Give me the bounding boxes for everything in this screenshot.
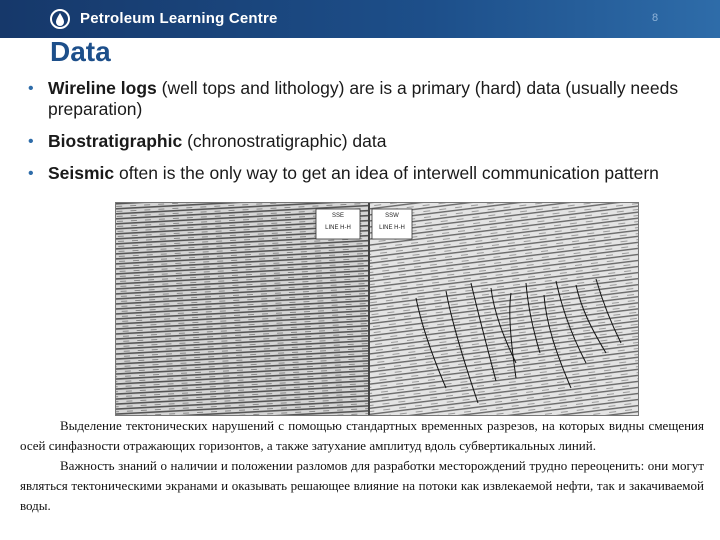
caption-paragraph: Важность знаний о наличии и положении разломов для разработки месторождений трудно переоценить: они могут являться тектоническими экранами и оказывать решающее влияние на потоки как извлекаемой нефти, так и закачиваемой воды. [20, 458, 704, 513]
caption-paragraph: Выделение тектонических нарушений с помощью стандартных временных разрезов, на которых видны смещения осей синфазности отражающих горизонтов, а также затухание амплитуд вдоль субвертикальных линий. [20, 418, 704, 453]
bullet-term: Biostratigraphic [48, 131, 183, 151]
right-panel-tag-2: LINE H-H [379, 225, 405, 231]
panel-divider [368, 203, 370, 415]
header-bar [0, 0, 720, 38]
bullet-term: Seismic [48, 163, 115, 183]
bullet-dot-icon: • [28, 133, 34, 150]
bullet-dot-icon: • [28, 165, 34, 182]
brand-name: Petroleum Learning Centre [80, 10, 278, 27]
bullet-dot-icon: • [28, 80, 34, 97]
seismic-section-figure [115, 202, 639, 416]
slide-number: 8 [652, 12, 659, 24]
bullet-item [28, 163, 698, 184]
bullet-term: Wireline logs [48, 78, 157, 98]
bullet-item [28, 131, 698, 152]
bullet-list [28, 78, 698, 195]
bullet-text: often is the only way to get an idea of interwell communication pattern [114, 163, 659, 183]
figure-caption [20, 416, 704, 516]
petroleum-drop-logo-icon [50, 9, 70, 29]
bullet-text: (chronostratigraphic) data [182, 131, 387, 151]
left-panel-tag-1: SSE [331, 213, 345, 219]
right-panel-tag-1: SSW [385, 213, 399, 219]
bullet-item [28, 78, 698, 120]
slide-title: Data [50, 36, 111, 67]
bullet-text: (well tops and lithology) are is a primary (hard) data (usually needs preparation) [48, 78, 679, 119]
left-panel-tag-2: LINE H-H [325, 225, 351, 231]
